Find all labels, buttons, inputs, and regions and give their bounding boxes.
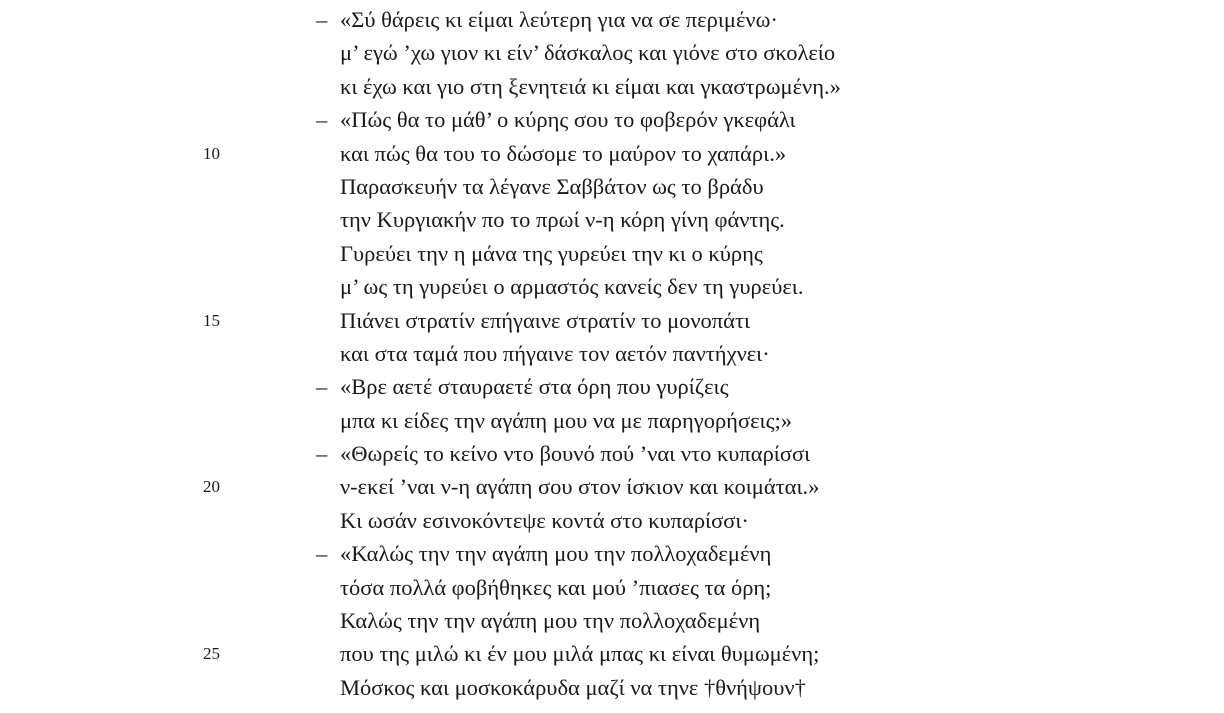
poem-line xyxy=(0,137,1224,170)
verse-text: «Θωρείς το κείνο ντο βουνό πού ’ναι ντο κυπαρίσσι xyxy=(340,441,811,467)
verse-text: «Βρε αετέ σταυραετέ στα όρη που γυρίζεις xyxy=(340,374,729,400)
poem-line xyxy=(0,70,1224,103)
poem-line xyxy=(0,203,1224,236)
verse-text: «Καλώς την την αγάπη μου την πολλοχαδεμένη xyxy=(340,541,772,567)
poem-line xyxy=(0,370,1224,403)
verse-text: τόσα πολλά φοβήθηκες και μού ’πιασες τα όρη; xyxy=(340,574,772,600)
line-number: 10 xyxy=(203,143,220,163)
verse-text: μ’ εγώ ’χω γιον κι είν’ δάσκαλος και γιόνε στο σκολείο xyxy=(340,40,836,66)
poem-line xyxy=(0,36,1224,69)
verse-text: που της μιλώ κι έν μου μιλά μπας κι είναι θυμωμένη; xyxy=(340,641,820,667)
poem-line xyxy=(0,470,1224,503)
verse-text: Παρασκευήν τα λέγανε Σαββάτον ως το βράδυ xyxy=(340,173,764,199)
verse-text: κι έχω και γιο στη ξενητειά κι είμαι και γκαστρωμένη.» xyxy=(340,73,841,99)
poem-line xyxy=(0,304,1224,337)
verse-text: μπα κι είδες την αγάπη μου να με παρηγορήσεις;» xyxy=(340,407,792,433)
poem-line xyxy=(0,571,1224,604)
verse-text: Μόσκος και μοσκοκάρυδα μαζί να τηνε †θνήψουν† xyxy=(340,674,806,700)
verse-text: Κι ωσάν εσινοκόντεψε κοντά στο κυπαρίσσι· xyxy=(340,507,749,533)
poem-line xyxy=(0,270,1224,303)
verse-text: και στα ταμά που πήγαινε τον αετόν παντήχνει· xyxy=(340,340,770,366)
poem-line xyxy=(0,170,1224,203)
poem-line xyxy=(0,437,1224,470)
dialogue-dash: – xyxy=(316,441,328,467)
poem-line xyxy=(0,537,1224,570)
poem-line xyxy=(0,337,1224,370)
poem-line xyxy=(0,671,1224,704)
poem-line xyxy=(0,103,1224,136)
verse-text: Γυρεύει την η μάνα της γυρεύει την κι ο κύρης xyxy=(340,240,763,266)
verse-text: μ’ ως τη γυρεύει ο αρμαστός κανείς δεν τη γυρεύει. xyxy=(340,274,804,300)
poem-line xyxy=(0,504,1224,537)
poem-line xyxy=(0,237,1224,270)
poem-line xyxy=(0,637,1224,670)
dialogue-dash: – xyxy=(316,541,328,567)
dialogue-dash: – xyxy=(316,7,328,32)
poem-line xyxy=(0,404,1224,437)
line-number: 25 xyxy=(203,644,220,664)
line-number: 20 xyxy=(203,477,220,497)
line-number: 15 xyxy=(203,310,220,330)
dialogue-dash: – xyxy=(316,107,328,133)
poem-line xyxy=(0,3,1224,36)
verse-text: «Σύ θάρεις κι είμαι λεύτερη για να σε περιμένω· xyxy=(340,7,778,32)
verse-text: ν-εκεί ’ναι ν-η αγάπη σου στον ίσκιον και κοιμάται.» xyxy=(340,474,820,500)
verse-text: την Κυργιακήν πο το πρωί ν-η κόρη γίνη φάντης. xyxy=(340,207,785,233)
verse-text: Καλώς την την αγάπη μου την πολλοχαδεμένη xyxy=(340,608,761,634)
verse-text: «Πώς θα το μάθ’ ο κύρης σου το φοβερόν γκεφάλι xyxy=(340,107,796,133)
verse-text: Πιάνει στρατίν επήγαινε στρατίν το μονοπάτι xyxy=(340,307,751,333)
verse-text: και πώς θα του το δώσομε το μαύρον το χαπάρι.» xyxy=(340,140,787,166)
poem-line xyxy=(0,604,1224,637)
poem-text-block xyxy=(0,3,1224,704)
dialogue-dash: – xyxy=(316,374,328,400)
